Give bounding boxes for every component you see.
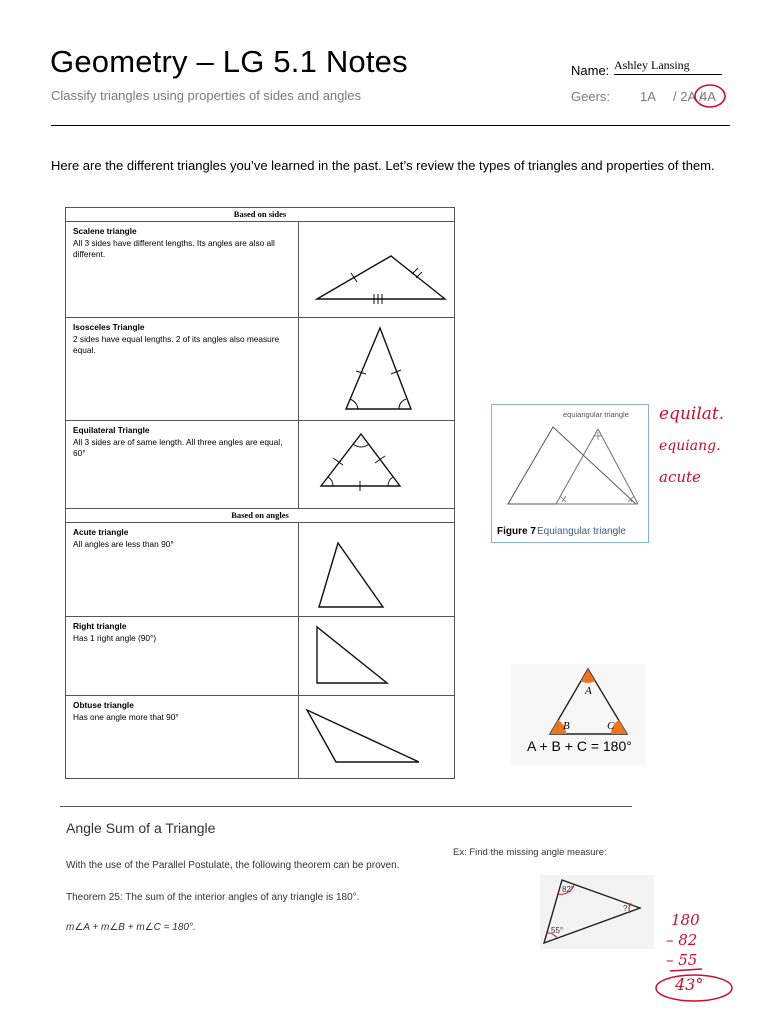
table-row-scalene <box>66 222 454 318</box>
section-text-equation: m∠A + m∠B + m∠C = 180°. <box>66 922 196 933</box>
right-triangle-icon <box>299 617 455 695</box>
geers-option-4a: 4A <box>700 89 716 104</box>
right-figure <box>298 617 455 695</box>
figure-caption: Equiangular triangle <box>537 526 626 537</box>
row-title: Right triangle <box>73 621 127 631</box>
row-title: Equilateral Triangle <box>73 425 150 435</box>
equiangular-triangle-icon <box>492 405 648 542</box>
table-row-equilateral <box>66 421 454 509</box>
row-desc: All 3 sides are of same length. All three angles are equal, 60° <box>73 436 283 458</box>
section-divider <box>60 806 632 807</box>
angle-label-82: 82° <box>562 885 575 894</box>
row-title: Acute triangle <box>73 527 129 537</box>
table-header-angles: Based on angles <box>66 509 454 523</box>
example-figure <box>540 875 654 949</box>
equiangular-figure-box <box>491 404 649 543</box>
geers-label: Geers: <box>571 89 611 104</box>
page-title: Geometry – LG 5.1 Notes <box>50 44 408 79</box>
table-row-obtuse <box>66 696 454 778</box>
section-title: Angle Sum of a Triangle <box>66 820 216 836</box>
angle-sum-formula: A + B + C = 180° <box>527 738 632 754</box>
table-row-acute <box>66 523 454 617</box>
handwritten-equiang: equiang. <box>659 438 721 454</box>
equilateral-triangle-icon <box>299 421 455 508</box>
name-value: Ashley Lansing <box>614 58 722 75</box>
angle-label-55: 55° <box>551 926 564 935</box>
example-prompt: Ex: Find the missing angle measure: <box>453 847 607 858</box>
handwritten-180: 180 <box>671 911 700 929</box>
angle-label-unknown: ? <box>623 904 628 913</box>
figure-label: Figure 7 <box>497 526 536 537</box>
section-text-theorem: Theorem 25: The sum of the interior angles of any triangle is 180°. <box>66 892 360 903</box>
isosceles-figure <box>298 318 455 420</box>
row-desc: Has 1 right angle (90°) <box>73 632 157 643</box>
table-header-sides: Based on sides <box>66 208 454 222</box>
acute-triangle-icon <box>299 523 455 616</box>
geers-option-1a: 1A <box>640 89 656 104</box>
handwritten-equilat: equilat. <box>659 404 725 424</box>
scalene-figure <box>298 222 455 317</box>
handwritten-minus-55: – 55 <box>666 951 698 969</box>
row-desc: All 3 sides have different lengths. Its angles are also all different. <box>73 237 275 259</box>
page-subtitle: Classify triangles using properties of sides and angles <box>51 88 362 103</box>
row-title: Isosceles Triangle <box>73 322 145 332</box>
geers-option-2a: / 2A / <box>673 89 703 104</box>
equiangular-caption-title: equiangular triangle <box>563 410 629 419</box>
equilateral-figure <box>298 421 455 508</box>
obtuse-triangle-icon <box>299 696 455 778</box>
handwritten-answer: 43° <box>675 975 704 994</box>
obtuse-figure <box>298 696 455 778</box>
intro-text: Here are the different triangles you’ve learned in the past. Let’s review the types of triangles and properties of them. <box>51 158 715 173</box>
row-title: Obtuse triangle <box>73 700 134 710</box>
table-row-isosceles <box>66 318 454 421</box>
header-divider <box>51 125 730 126</box>
handwritten-acute: acute <box>659 468 701 486</box>
name-label: Name: <box>571 63 610 78</box>
angle-label-c: C <box>607 720 615 732</box>
isosceles-triangle-icon <box>299 318 455 420</box>
acute-figure <box>298 523 455 616</box>
angle-label-a: A <box>585 685 592 697</box>
triangle-classification-table <box>65 207 455 779</box>
scalene-triangle-icon <box>299 222 455 317</box>
row-desc: Has one angle more that 90° <box>73 711 179 722</box>
handwritten-minus-82: – 82 <box>666 931 698 949</box>
row-title: Scalene triangle <box>73 226 137 236</box>
angle-label-b: B <box>563 720 570 732</box>
example-triangle-icon <box>540 875 654 949</box>
row-desc: 2 sides have equal lengths. 2 of its angles also measure equal. <box>73 333 280 355</box>
section-text-postulate: With the use of the Parallel Postulate, the following theorem can be proven. <box>66 860 400 871</box>
table-row-right <box>66 617 454 696</box>
row-desc: All angles are less than 90° <box>73 538 174 549</box>
